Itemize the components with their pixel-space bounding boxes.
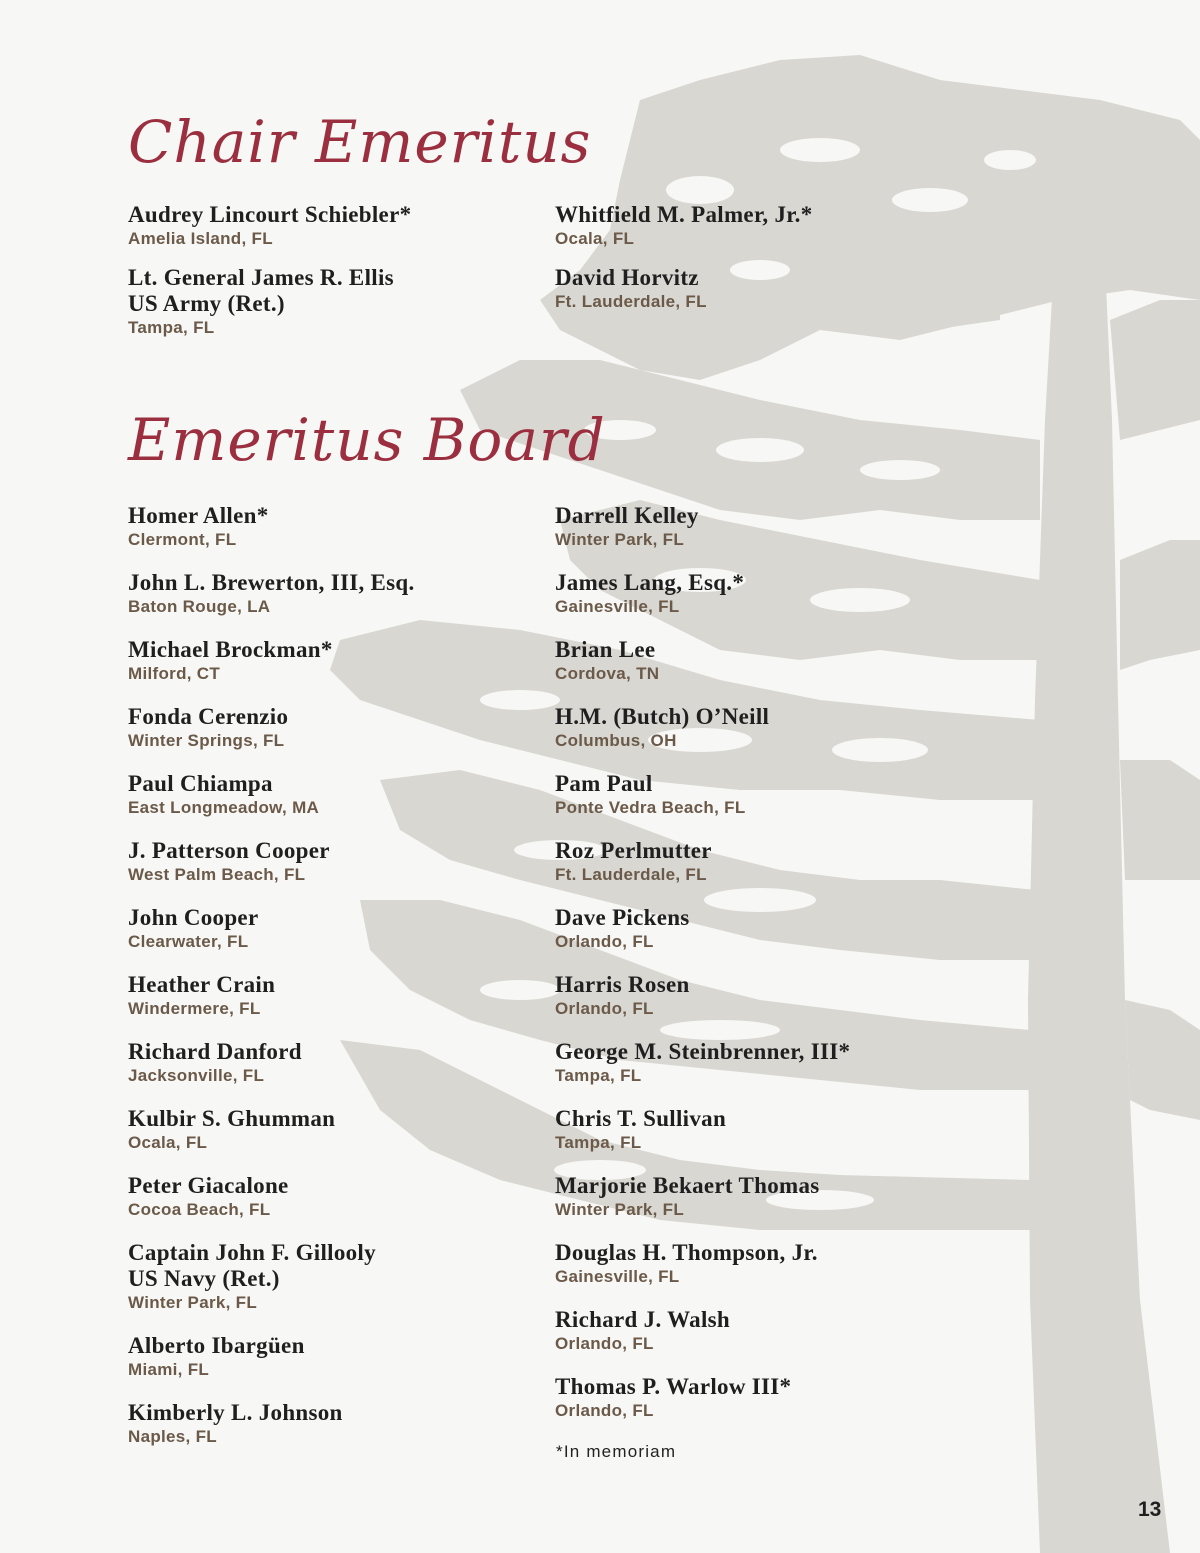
emeritus-board-title: Emeritus Board — [128, 406, 606, 474]
list-item — [555, 637, 850, 685]
list-item — [555, 1039, 850, 1087]
member-name: Richard Danford — [128, 1039, 302, 1064]
member-location: Tampa, FL — [555, 1066, 642, 1085]
member-location: Ft. Lauderdale, FL — [555, 865, 707, 884]
list-item — [555, 704, 850, 752]
member-name: Marjorie Bekaert Thomas — [555, 1173, 820, 1198]
member-location: East Longmeadow, MA — [128, 798, 320, 817]
emeritus-board-left-column — [128, 503, 415, 1448]
member-rank: US Army (Ret.) — [128, 291, 285, 316]
member-location: Ft. Lauderdale, FL — [555, 292, 707, 311]
member-location: Winter Springs, FL — [128, 731, 285, 750]
member-name: Douglas H. Thompson, Jr. — [555, 1240, 818, 1265]
list-item — [555, 1240, 850, 1288]
member-name: Whitfield M. Palmer, Jr.* — [555, 202, 813, 227]
list-item — [128, 637, 415, 685]
list-item — [555, 265, 813, 313]
member-location: Cordova, TN — [555, 664, 660, 683]
member-name: Lt. General James R. Ellis — [128, 265, 394, 290]
member-location: Jacksonville, FL — [128, 1066, 265, 1085]
member-location: Tampa, FL — [555, 1133, 642, 1152]
member-name: Heather Crain — [128, 972, 276, 997]
member-name: Audrey Lincourt Schiebler* — [128, 202, 412, 227]
member-name: Richard J. Walsh — [555, 1307, 730, 1332]
list-item — [128, 1400, 415, 1448]
member-location: Ocala, FL — [555, 229, 635, 248]
member-location: Clearwater, FL — [128, 932, 249, 951]
member-name: George M. Steinbrenner, III* — [555, 1039, 851, 1064]
member-name: Peter Giacalone — [128, 1173, 289, 1198]
member-rank: US Navy (Ret.) — [128, 1266, 280, 1291]
member-location: Amelia Island, FL — [128, 229, 273, 248]
member-name: Chris T. Sullivan — [555, 1106, 727, 1131]
member-location: Winter Park, FL — [128, 1293, 258, 1312]
member-name: Kulbir S. Ghumman — [128, 1106, 336, 1131]
list-item — [555, 1106, 850, 1154]
list-item — [555, 771, 850, 819]
list-item — [128, 838, 415, 886]
list-item — [128, 1333, 415, 1381]
member-name: Pam Paul — [555, 771, 653, 796]
member-name: J. Patterson Cooper — [128, 838, 330, 863]
member-name: Paul Chiampa — [128, 771, 273, 796]
member-location: Orlando, FL — [555, 999, 654, 1018]
member-location: Orlando, FL — [555, 1334, 654, 1353]
member-location: Baton Rouge, LA — [128, 597, 271, 616]
member-name: Alberto Ibargüen — [128, 1333, 305, 1358]
member-name: Brian Lee — [555, 637, 656, 662]
member-name: H.M. (Butch) O’Neill — [555, 704, 770, 729]
member-name: John Cooper — [128, 905, 259, 930]
list-item — [555, 1374, 850, 1422]
list-item — [555, 1307, 850, 1355]
list-item — [555, 202, 813, 250]
member-location: Ponte Vedra Beach, FL — [555, 798, 746, 817]
member-location: Orlando, FL — [555, 1401, 654, 1420]
member-location: Miami, FL — [128, 1360, 210, 1379]
member-location: Naples, FL — [128, 1427, 217, 1446]
list-item — [128, 1106, 415, 1154]
member-location: West Palm Beach, FL — [128, 865, 306, 884]
member-location: Winter Park, FL — [555, 530, 685, 549]
member-name: Homer Allen* — [128, 503, 269, 528]
list-item — [128, 905, 415, 953]
chair-emeritus-title: Chair Emeritus — [128, 108, 592, 176]
list-item — [555, 570, 850, 618]
list-item — [555, 838, 850, 886]
member-location: Clermont, FL — [128, 530, 237, 549]
list-item — [128, 1240, 415, 1314]
member-location: Milford, CT — [128, 664, 221, 683]
page-number: 13 — [1138, 1498, 1162, 1521]
member-name: Michael Brockman* — [128, 637, 333, 662]
list-item — [555, 1173, 850, 1221]
list-item — [128, 1173, 415, 1221]
list-item — [128, 202, 411, 250]
list-item — [128, 972, 415, 1020]
member-location: Cocoa Beach, FL — [128, 1200, 271, 1219]
member-name: Dave Pickens — [555, 905, 690, 930]
list-item — [128, 704, 415, 752]
list-item — [128, 771, 415, 819]
member-name: Thomas P. Warlow III* — [555, 1374, 792, 1399]
list-item — [555, 503, 850, 551]
member-location: Columbus, OH — [555, 731, 677, 750]
list-item — [128, 503, 415, 551]
member-location: Windermere, FL — [128, 999, 261, 1018]
member-name: Kimberly L. Johnson — [128, 1400, 343, 1425]
member-name: David Horvitz — [555, 265, 699, 290]
member-location: Tampa, FL — [128, 318, 215, 337]
chair-emeritus-right-column — [555, 202, 813, 313]
member-name: James Lang, Esq.* — [555, 570, 745, 595]
member-location: Ocala, FL — [128, 1133, 208, 1152]
member-location: Gainesville, FL — [555, 1267, 680, 1286]
member-name: Fonda Cerenzio — [128, 704, 289, 729]
chair-emeritus-left-column — [128, 202, 411, 339]
member-name: Darrell Kelley — [555, 503, 699, 528]
in-memoriam-note: *In memoriam — [556, 1442, 677, 1461]
list-item — [128, 1039, 415, 1087]
member-name: Harris Rosen — [555, 972, 690, 997]
list-item — [128, 265, 411, 339]
member-location: Winter Park, FL — [555, 1200, 685, 1219]
member-location: Orlando, FL — [555, 932, 654, 951]
member-name: Roz Perlmutter — [555, 838, 712, 863]
emeritus-board-right-column — [555, 503, 850, 1422]
list-item — [555, 905, 850, 953]
member-location: Gainesville, FL — [555, 597, 680, 616]
list-item — [555, 972, 850, 1020]
member-name: John L. Brewerton, III, Esq. — [128, 570, 415, 595]
list-item — [128, 570, 415, 618]
member-name: Captain John F. Gillooly — [128, 1240, 376, 1265]
